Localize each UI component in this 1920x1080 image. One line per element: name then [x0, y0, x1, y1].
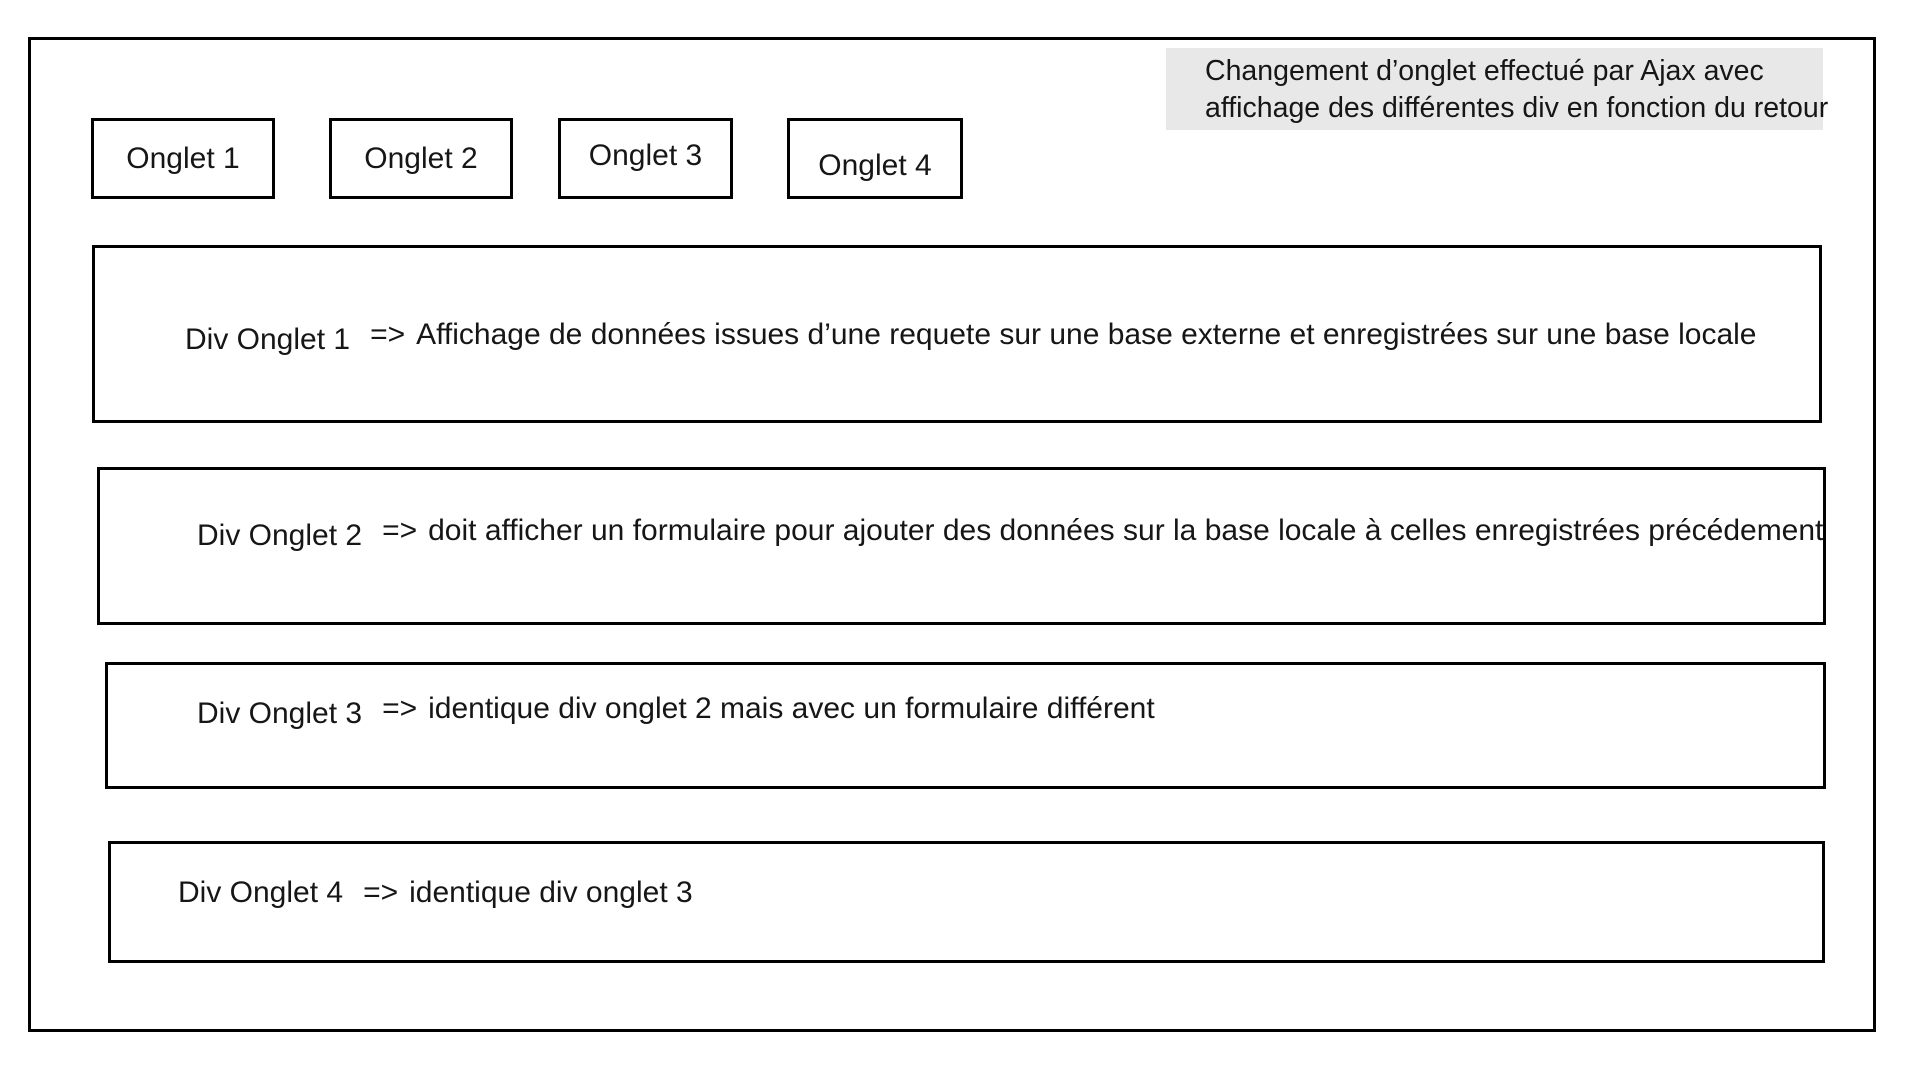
- panel-div-onglet-1-description: Affichage de données issues d’une requete sur une base externe et enregistrées sur une base locale: [416, 318, 1757, 351]
- panel-div-onglet-4-description: identique div onglet 3: [409, 876, 693, 909]
- annotation-note-line-1: Changement d’onglet effectué par Ajax avec: [1205, 55, 1764, 87]
- arrow-glyph: =>: [363, 876, 399, 909]
- panel-div-onglet-3-description: identique div onglet 2 mais avec un formulaire différent: [428, 692, 1155, 725]
- panel-div-onglet-4-label: Div Onglet 4: [178, 876, 344, 909]
- panel-div-onglet-2-text: [197, 514, 1824, 552]
- tab-onglet-2[interactable]: [329, 118, 513, 199]
- panel-div-onglet-4-text: [178, 876, 693, 910]
- arrow-glyph: =>: [382, 514, 418, 547]
- panel-div-onglet-2-label: Div Onglet 2: [197, 519, 363, 552]
- panel-div-onglet-1-label: Div Onglet 1: [185, 323, 351, 356]
- annotation-note: [1166, 48, 1829, 130]
- tab-onglet-4[interactable]: [787, 118, 963, 199]
- tab-onglet-3-label: Onglet 3: [588, 138, 703, 172]
- arrow-glyph: =>: [382, 692, 418, 725]
- panel-div-onglet-1: [92, 245, 1822, 423]
- tab-onglet-3[interactable]: [558, 118, 733, 199]
- panel-div-onglet-1-text: [185, 318, 1757, 356]
- panel-div-onglet-3: [105, 662, 1826, 789]
- tab-onglet-2-label: Onglet 2: [364, 141, 478, 175]
- arrow-glyph: =>: [370, 318, 406, 351]
- tab-onglet-1-label: Onglet 1: [126, 141, 240, 175]
- tab-onglet-4-label: Onglet 4: [818, 148, 932, 182]
- panel-div-onglet-2-description: doit afficher un formulaire pour ajouter des données sur la base locale à celles enregistrées précédement: [428, 514, 1824, 547]
- annotation-note-line-2: affichage des différentes div en fonction du retour: [1205, 92, 1829, 124]
- panel-div-onglet-2: [97, 467, 1826, 625]
- tab-onglet-1[interactable]: [91, 118, 275, 199]
- panel-div-onglet-3-label: Div Onglet 3: [197, 697, 363, 730]
- panel-div-onglet-3-text: [197, 692, 1155, 730]
- panel-div-onglet-4: [108, 841, 1825, 963]
